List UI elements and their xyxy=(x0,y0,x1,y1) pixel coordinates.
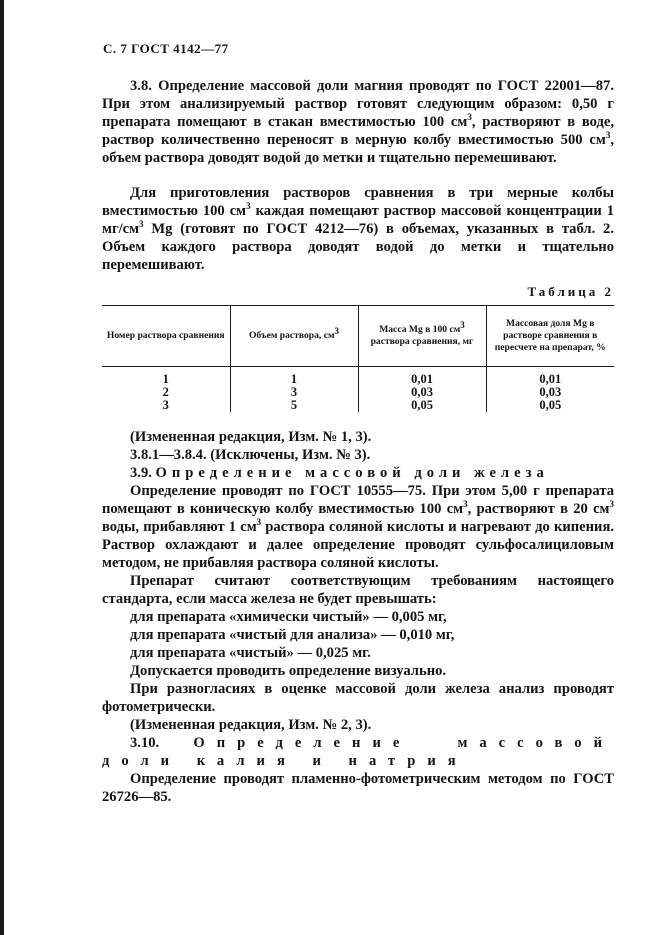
table-header-row xyxy=(102,306,614,367)
paragraph-3-9-3: Допускается проводить определение визуально. xyxy=(130,663,447,679)
table-cell: 3 xyxy=(230,386,358,399)
paragraph-3-9-2: Препарат считают соответствующим требованиям настоящего стандарта, если масса железа не будет превышать: xyxy=(102,573,614,607)
table-2 xyxy=(102,305,614,412)
table-cell: 1 xyxy=(230,367,358,387)
paragraph-3-8-2 xyxy=(102,184,614,274)
p38-2-c: Mg (готовят по ГОСТ 4212—76) в объемах, указанных в табл. 2. Объем каждого раствора доводят водой до метки и тщательно перемешивают. xyxy=(102,221,614,273)
col-header-fraction: Массовая доля Mg в растворе сравнения в пересчете на препарат, % xyxy=(486,306,614,367)
table-caption: Таблица 2 xyxy=(527,284,614,299)
sup: 3 xyxy=(256,517,262,528)
col-header-mass-text: Масса Mg в 100 см xyxy=(379,324,461,335)
paragraph-3-9-4: При разногласиях в оценке массовой доли железа анализ проводят фотометрически. xyxy=(102,681,614,715)
table-row xyxy=(102,399,614,412)
sup: 3 xyxy=(139,219,144,230)
edit-note-2: (Измененная редакция, Изм. № 2, 3). xyxy=(130,717,372,733)
table-cell: 0,01 xyxy=(486,367,614,387)
excluded-note: 3.8.1—3.8.4. (Исключены, Изм. № 3). xyxy=(130,447,371,463)
table-cell: 0,05 xyxy=(358,399,486,412)
table-cell: 0,03 xyxy=(486,386,614,399)
p38-1-b: , растворяют в воде, раствор количественно переносят в мерную колбу вместимостью 500 см xyxy=(102,114,614,148)
col-header-solution-number: Номер раствора сравнения xyxy=(102,306,230,367)
section-3-9-title xyxy=(102,464,614,482)
p39-1-d: раствора соляной кислоты и нагревают до кипения. Раствор охлаждают и далее определение проводят сульфосалициловым методом, не прибавляя раствора соляной кислоты. xyxy=(102,519,615,571)
section-3-9-heading: Определение массовой доли железа xyxy=(155,465,549,481)
p38-2-a: Для приготовления растворов сравнения в три мерные колбы вместимостью 100 см xyxy=(102,185,614,219)
sup: 3 xyxy=(463,499,468,510)
p39-1-a: Определение проводят по ГОСТ 10555—75. При этом 5,00 г препарата помещают в коническую колбу вместимостью 100 см xyxy=(102,483,614,517)
p39-1-c: воды, прибавляют 1 см xyxy=(102,519,257,535)
limit-item: для препарата «химически чистый» — 0,005 мг, xyxy=(130,609,447,625)
sup: 3 xyxy=(467,112,472,123)
edit-note-1: (Измененная редакция, Изм. № 1, 3). xyxy=(130,429,372,445)
p39-1-b: , растворяют в 20 см xyxy=(467,501,610,517)
sup: 3 xyxy=(246,201,251,212)
table-cell: 5 xyxy=(230,399,358,412)
table-cell: 2 xyxy=(162,385,169,399)
col-header-mass-tail: раствора сравнения, мг xyxy=(370,336,474,347)
scan-left-edge xyxy=(0,0,4,935)
table-cell: 3 xyxy=(162,398,169,412)
p38-2-b: каждая помещают раствор массовой концентрации 1 мг/см xyxy=(102,203,615,237)
paragraph-3-9-1 xyxy=(102,482,614,572)
section-3-10-title xyxy=(102,734,614,770)
table-cell: 0,03 xyxy=(358,386,486,399)
sup: 3 xyxy=(460,319,465,330)
limit-item: для препарата «чистый» — 0,025 мг. xyxy=(130,645,371,661)
page-header: С. 7 ГОСТ 4142—77 xyxy=(103,41,229,56)
p38-1-c: , объем раствора доводят водой до метки и тщательно перемешивают. xyxy=(102,132,614,166)
table-row xyxy=(102,367,614,387)
table-cell: 1 xyxy=(162,372,169,386)
sup: 3 xyxy=(605,130,611,141)
table-cell: 0,05 xyxy=(486,399,614,412)
section-3-10-number: 3.10. xyxy=(130,735,160,751)
paragraph-3-8-1 xyxy=(102,77,614,167)
table-row xyxy=(102,386,614,399)
paragraph-3-10-1: Определение проводят пламенно-фотометрическим методом по ГОСТ 26726—85. xyxy=(102,771,614,805)
p38-1-a: 3.8. Определение массовой доли магния проводят по ГОСТ 22001—87. При этом анализируемый раствор готовят следующим образом: 0,50 г препарата помещают в стакан вместимостью 100 см xyxy=(102,78,614,130)
col-header-volume-text: Объем раствора, см xyxy=(248,330,335,341)
table-cell: 0,01 xyxy=(358,367,486,387)
limit-item: для препарата «чистый для анализа» — 0,010 мг, xyxy=(130,627,455,643)
sup: 3 xyxy=(334,325,340,336)
section-3-9-number: 3.9. xyxy=(130,465,152,481)
sup: 3 xyxy=(609,499,614,510)
col-header-volume xyxy=(230,306,358,367)
col-header-mass xyxy=(358,306,486,367)
section-3-10-heading: Определение массовой доли калия и натрия xyxy=(102,735,614,769)
